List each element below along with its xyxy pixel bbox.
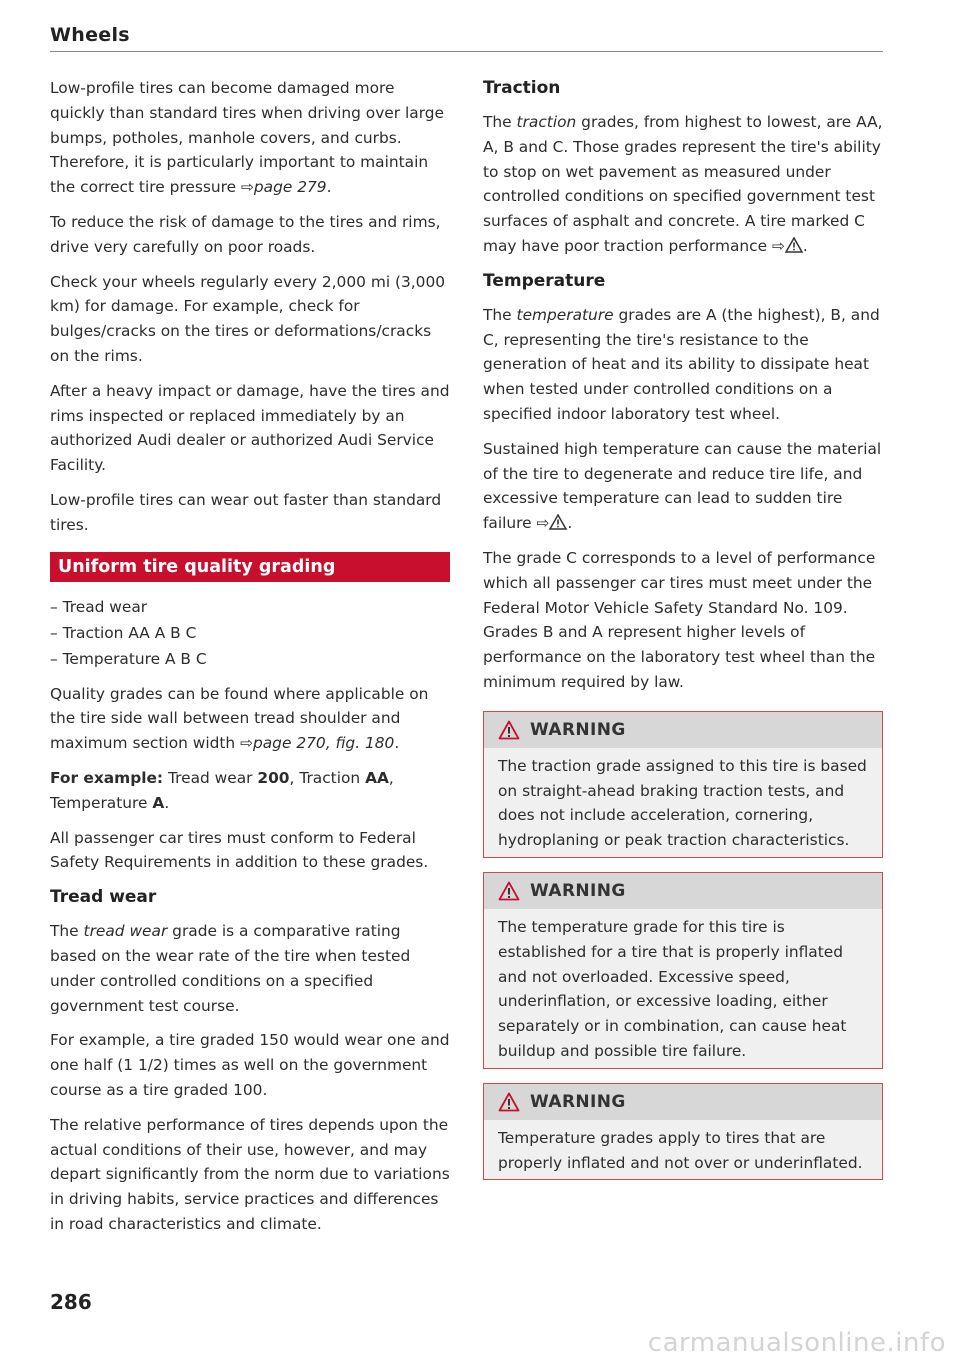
warning-title: WARNING [530,1091,626,1112]
text: . [164,793,170,812]
paragraph-wear-faster: Low-profile tires can wear out faster than standard tires. [50,490,442,534]
header-divider [50,51,883,52]
warning-triangle-icon[interactable] [549,514,567,530]
arrow-right-icon: ⇨ [536,514,550,533]
warning-box [483,872,883,1069]
warning-text: Temperature grades apply to tires that are properly inflated and not over or underinflated. [484,1120,882,1180]
paragraph-tread-wear-definition [50,919,450,1018]
right-column [483,76,883,1194]
text: Sustained high temperature can cause the material of the tire to degenerate and reduce tire life, and excessive temperature can lead to sudden tire failure [483,439,882,533]
heading-traction: Traction [483,78,561,98]
text: grades are A (the highest), B, and C, representing the tire's resistance to the generation of heat and its ability to dissipate heat when tested under controlled conditions on a specified indoor laboratory test wheel. [483,305,880,423]
warning-triangle-icon [498,720,520,740]
warning-title: WARNING [530,719,626,740]
paragraph-reduce-risk: To reduce the risk of damage to the tires and rims, drive very carefully on poor roads. [50,212,441,256]
text: . [802,236,808,255]
text: Tread wear [163,768,258,787]
warning-header [484,873,882,909]
paragraph-sustained-temperature [483,437,883,536]
text: , Temperature [50,768,394,812]
heading-temperature: Temperature [483,270,606,291]
page-reference-link[interactable]: page 279 [253,178,327,197]
warning-triangle-icon[interactable] [785,237,803,253]
text: grades, from highest to lowest, are AA, A, B and C. Those grades represent the tire's ability to stop on wet pavement as measured under controlled conditions on specified government test surfaces of asphalt and concrete. A tire marked C may have poor traction performance [483,113,883,255]
section-banner-uniform-grading: Uniform tire quality grading [50,552,450,582]
value: A [152,793,165,812]
list-item: – Temperature A B C [50,646,450,672]
text: The [50,922,84,941]
warning-text: The traction grade assigned to this tire is based on straight-ahead braking traction tests, and does not include acceleration, cornering, hydroplaning or peak traction characteristics. [484,748,882,857]
grading-list [50,594,450,672]
paragraph-check-wheels: Check your wheels regularly every 2,000 mi (3,000 km) for damage. For example, check for bulges/cracks on the tires or deformations/cracks on the rims. [50,272,446,365]
paragraph-quality-grades-location [50,682,450,756]
text: The [483,305,517,324]
paragraph-tread-wear-example: For example, a tire graded 150 would wear one and one half (1 1/2) times as well on the government course as a tire graded 100. [50,1031,450,1099]
text: Quality grades can be found where applicable on the tire side wall between tread shoulder and maximum section width [50,684,429,753]
page-reference-link[interactable]: page 270, fig. 180 [252,734,395,753]
value: 200 [257,768,290,787]
left-column [50,76,450,1247]
warning-box [483,711,883,858]
paragraph-heavy-impact: After a heavy impact or damage, have the tires and rims inspected or replaced immediately by an authorized Audi dealer or authorized Audi Service Facility. [50,381,450,475]
text: . [394,734,400,753]
arrow-right-icon: ⇨ [240,734,253,753]
value: AA [365,768,389,787]
paragraph-federal-requirements: All passenger car tires must conform to Federal Safety Requirements in addition to these grades. [50,828,429,872]
text: . [567,514,573,533]
emphasis: tread wear [83,922,168,941]
paragraph-grade-c: The grade C corresponds to a level of performance which all passenger car tires must meet under the Federal Motor Vehicle Safety Standard No. 109. Grades B and A represent higher levels of performance on the laboratory test wheel than the minimum required by law. [483,548,876,691]
paragraph-example [50,766,450,816]
warning-triangle-icon [498,1092,520,1112]
warning-header [484,1084,882,1120]
heading-tread-wear: Tread wear [50,887,157,908]
emphasis: temperature [516,305,614,324]
warning-header [484,712,882,748]
paragraph-traction-grades [483,110,883,259]
page-header-title: Wheels [50,24,130,46]
arrow-right-icon: ⇨ [240,178,254,197]
warning-text: The temperature grade for this tire is established for a tire that is properly inflated and not overloaded. Excessive speed, underinflation, or excessive loading, either separately or in combination, can cause heat buildup and possible tire failure. [484,909,882,1068]
text: . [326,178,332,197]
watermark: carmanualsonline.info [647,1328,946,1358]
arrow-right-icon: ⇨ [772,236,785,255]
text: grade is a comparative rating based on the wear rate of the tire when tested under controlled conditions on a specified government test course. [50,922,411,1015]
paragraph-low-profile-damage [50,76,450,200]
emphasis: traction [516,113,577,131]
page-number: 286 [50,1290,92,1314]
text: The [483,113,517,131]
list-item: – Tread wear [50,594,450,620]
warning-triangle-icon [498,881,520,901]
example-label: For example: [50,768,164,787]
text: Low-profile tires can become damaged more quickly than standard tires when driving over large bumps, potholes, manhole covers, and curbs. Therefore, it is particularly important to maintain the correct tire pressure [50,79,445,197]
paragraph-temperature-grades [483,303,883,427]
warning-box [483,1083,883,1181]
text: , Traction [289,768,366,787]
list-item: – Traction AA A B C [50,620,450,646]
warning-title: WARNING [530,880,626,901]
paragraph-relative-performance: The relative performance of tires depends upon the actual conditions of their use, however, and may depart significantly from the norm due to variations in driving habits, service practices and differences in road characteristics and climate. [50,1115,450,1233]
